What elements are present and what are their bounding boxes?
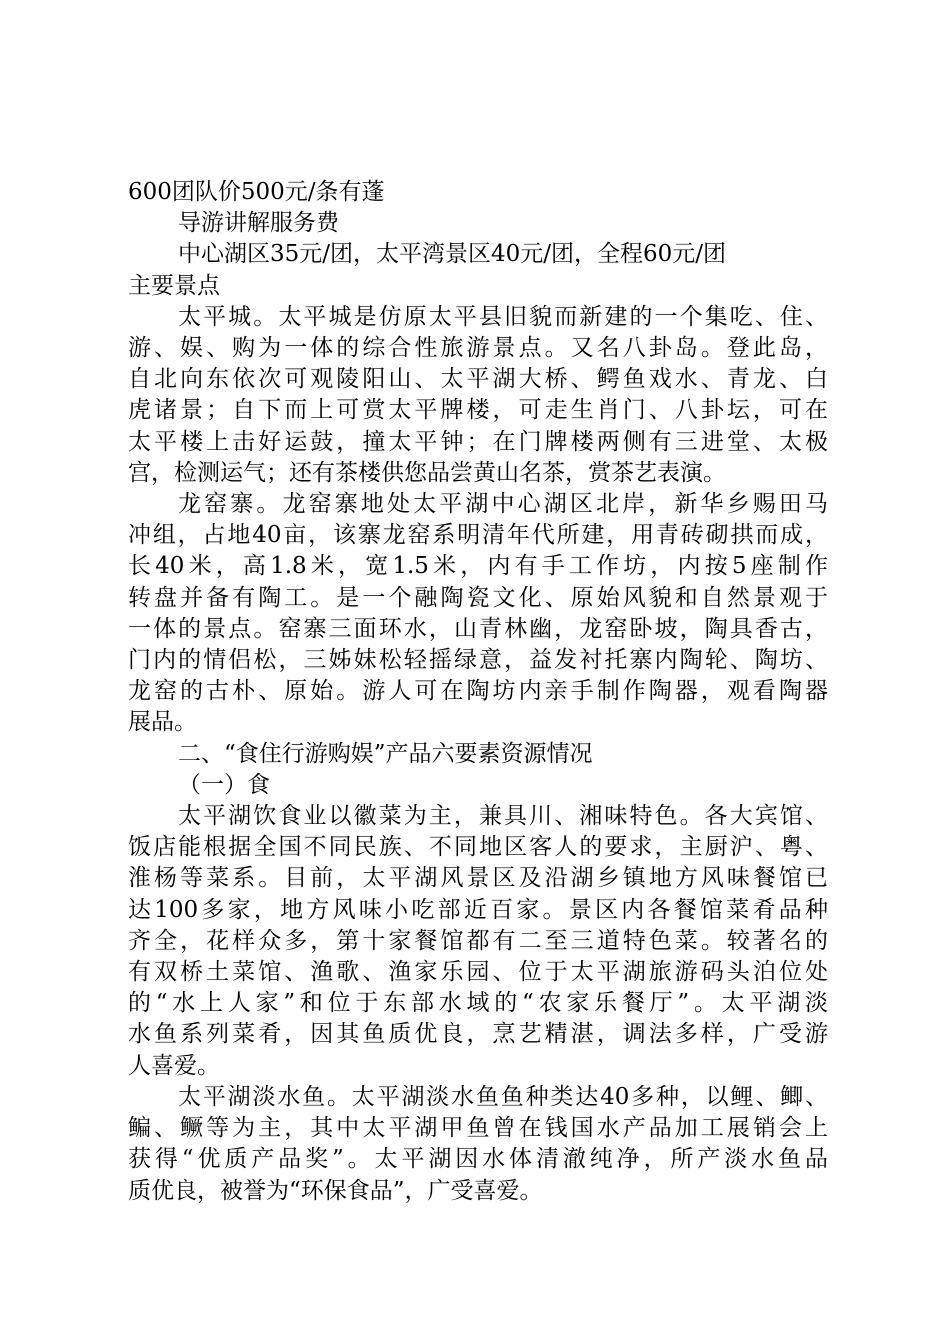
text-line: 展品。 [128,709,197,736]
text-line: 饭店能根据全国不同民族、不同地区客人的要求，主厨沪、粤、 [128,834,828,861]
text-line: 中心湖区35元/团，太平湾景区40元/团，全程60元/团 [178,241,727,268]
text-line: 导游讲解服务费 [178,210,339,237]
text-line: 二、“食住行游购娱”产品六要素资源情况 [178,740,593,767]
text-line: 门内的情侣松，三姊妹松轻摇绿意，益发衬托寨内陶轮、陶坊、 [128,647,828,674]
text-line: 获得“优质产品奖”。太平湖因水体清澈纯净，所产淡水鱼品 [128,1146,828,1173]
text-line: 自北向东依次可观陵阳山、太平湖大桥、鳄鱼戏水、青龙、白 [128,366,828,393]
text-line: 鳊、鳜等为主，其中太平湖甲鱼曾在钱国水产品加工展销会上 [128,1115,828,1142]
text-line: 达100多家，地方风味小吃部近百家。景区内各餐馆菜肴品种 [128,896,828,923]
text-line: 太平楼上击好运鼓，撞太平钟；在门牌楼两侧有三进堂、太极 [128,428,828,455]
text-line: 600团队价500元/条有蓬 [128,179,385,205]
text-line: 虎诸景；自下而上可赏太平牌楼，可走生肖门、八卦坛，可在 [128,397,828,424]
text-line: 龙窑的古朴、原始。游人可在陶坊内亲手制作陶器，观看陶器 [128,678,828,705]
text-line: 一体的景点。窑寨三面环水，山青林幽，龙窑卧坡，陶具香古， [128,615,828,642]
text-line: 淮杨等菜系。目前，太平湖风景区及沿湖乡镇地方风味餐馆已 [128,865,828,892]
text-line: 主要景点 [128,272,220,299]
text-line: 有双桥土菜馆、渔歌、渔家乐园、位于太平湖旅游码头泊位处 [128,959,828,986]
text-line: 太平湖淡水鱼。太平湖淡水鱼鱼种类达40多种，以鲤、鲫、 [178,1083,828,1110]
text-line: 太平城。太平城是仿原太平县旧貌而新建的一个集吃、住、 [178,303,828,330]
document-body [128,177,828,1207]
text-line: 宫，检测运气；还有茶楼供您品尝黄山名茶，赏茶艺表演。 [128,459,726,486]
text-line: 转盘并备有陶工。是一个融陶瓷文化、原始风貌和自然景观于 [128,584,828,611]
text-line: 太平湖饮食业以徽菜为主，兼具川、湘味特色。各大宾馆、 [178,803,828,830]
text-line: 龙窑寨。龙窑寨地处太平湖中心湖区北岸，新华乡赐田马 [178,491,828,518]
text-line: 人喜爱。 [128,1052,220,1079]
text-line: 的“水上人家”和位于东部水域的“农家乐餐厅”。太平湖淡 [128,990,828,1017]
text-line: 长40米，高1.8米，宽1.5米，内有手工作坊，内按5座制作 [128,553,828,580]
text-line: 水鱼系列菜肴，因其鱼质优良，烹艺精湛，调法多样，广受游 [128,1021,828,1048]
text-line: （一）食 [178,771,270,798]
text-line: 冲组，占地40亩，该寨龙窑系明清年代所建，用青砖砌拱而成， [128,522,828,549]
text-line: 质优良，被誉为“环保食品”，广受喜爱。 [128,1177,543,1204]
text-line: 游、娱、购为一体的综合性旅游景点。又名八卦岛。登此岛， [128,335,828,362]
text-line: 齐全，花样众多，第十家餐馆都有二至三道特色菜。较著名的 [128,927,828,954]
